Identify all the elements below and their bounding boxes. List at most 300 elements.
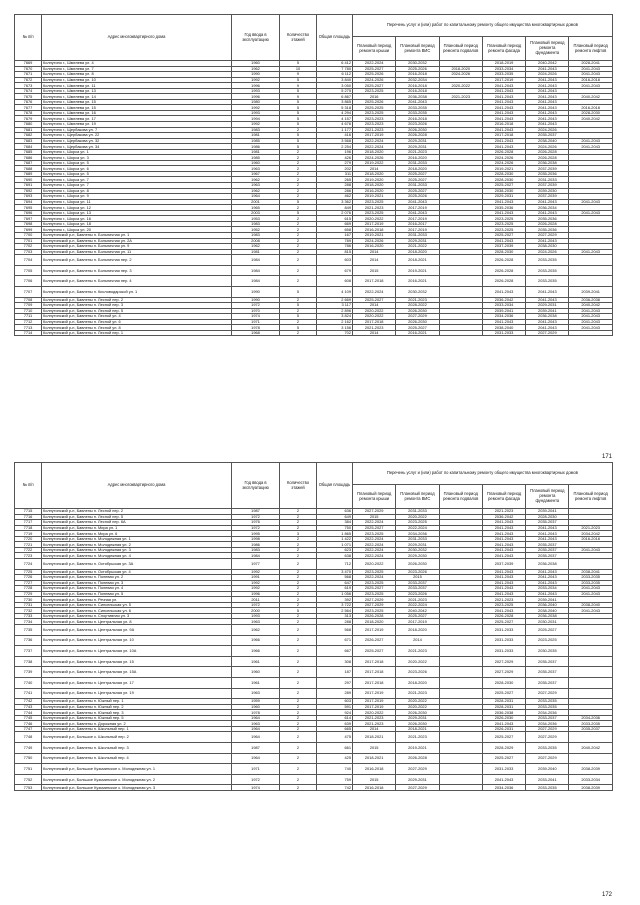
cell-facade: 2041-2043 xyxy=(482,536,525,542)
cell-area: 475 xyxy=(317,732,353,743)
page-number: 172 xyxy=(601,892,612,898)
cell-elevator: 2034-2042 xyxy=(569,531,612,537)
cell-facade: 2041-2043 xyxy=(482,110,525,116)
cell-foundation: 2033-2035 xyxy=(526,704,569,710)
cell-roof: 2023-2025 xyxy=(353,110,396,116)
cell-floors: 2 xyxy=(280,704,317,710)
cell-address: Колпутинский р-н, Бавлены п. Полевая ул. 5 xyxy=(42,591,232,597)
cell-area: 614 xyxy=(317,715,353,721)
cell-year: 1971 xyxy=(232,764,280,775)
cell-year: 1992 xyxy=(232,77,280,83)
cell-utilities: 2027-2029 xyxy=(396,785,439,791)
cell-year: 1963 xyxy=(232,688,280,699)
cell-area: 669 xyxy=(317,221,353,227)
cell-foundation: 2035-2037 xyxy=(526,547,569,553)
cell-roof: 2017-2018 xyxy=(353,319,396,325)
cell-roof: 2021-2023 xyxy=(353,325,396,331)
cell-year: 1983 xyxy=(232,221,280,227)
cell-floors: 5 xyxy=(280,88,317,94)
cell-foundation: 2033-2041 xyxy=(526,774,569,785)
cell-utilities: 2033-2035 xyxy=(396,105,439,111)
cell-address: Колпутинский р-н, Бавлены п. Лесной пер. 5 xyxy=(42,308,232,314)
cell-area: 6 412 xyxy=(317,61,353,67)
cell-facade: 2041-2043 xyxy=(482,238,525,244)
cell-roof: 2018-2021 xyxy=(353,753,396,764)
cell-area: 849 xyxy=(317,205,353,211)
cell-area: 416 xyxy=(317,133,353,139)
cell-utilities: 2018-2020 xyxy=(396,166,439,172)
cell-foundation: 2033-2035 xyxy=(526,265,569,276)
cell-floors: 2 xyxy=(280,330,317,336)
cell-year: 1963 xyxy=(232,721,280,727)
cell-facade: 2038-2030 xyxy=(482,188,525,194)
cell-foundation: 2040-2042 xyxy=(526,61,569,67)
cell-address: Колпутинский р-н, Бавлены п. Сипсельская ул. 6 xyxy=(42,608,232,614)
cell-foundation: 2035-2037 xyxy=(526,677,569,688)
cell-facade: 2031-2033 xyxy=(482,624,525,635)
cell-floors: 5 xyxy=(280,122,317,128)
cell-floors: 2 xyxy=(280,580,317,586)
cell-area: 265 xyxy=(317,177,353,183)
cell-foundation: 2036-2038 xyxy=(526,314,569,320)
cell-facade: 2027-2029 xyxy=(482,667,525,678)
cell-address: Колпутино г., Шорса ул. 20 xyxy=(42,227,232,233)
cell-foundation: 2035-2037 xyxy=(526,520,569,526)
cell-foundation: 2039-2041 xyxy=(526,597,569,603)
cell-num: 7680 xyxy=(15,122,42,128)
cell-num: 7700 xyxy=(15,232,42,238)
cell-facade: 2028-2031 xyxy=(482,704,525,710)
cell-year: 1963 xyxy=(232,166,280,172)
cell-num: 7684 xyxy=(15,144,42,150)
header-num: № п/п xyxy=(15,463,42,509)
cell-roof: 2017-2018 xyxy=(353,276,396,287)
cell-address: Колпутино г., Шмелева ул. 10 xyxy=(42,77,232,83)
housing-table xyxy=(14,14,613,336)
cell-area: 789 xyxy=(317,238,353,244)
cell-year: 1970 xyxy=(232,308,280,314)
cell-floors: 2 xyxy=(280,265,317,276)
cell-area: 3 865 xyxy=(317,99,353,105)
cell-floors: 2 xyxy=(280,656,317,667)
cell-foundation: 2037-2039 xyxy=(526,183,569,189)
cell-num: 7673 xyxy=(15,83,42,89)
cell-roof: 2015 xyxy=(353,514,396,520)
cell-address: Колпутинский р-н, Бавлены п. Речная ул. xyxy=(42,597,232,603)
cell-num: 7682 xyxy=(15,133,42,139)
cell-utilities: 2029-2031 xyxy=(396,238,439,244)
cell-foundation: 2041-2043 xyxy=(526,116,569,122)
cell-num: 7742 xyxy=(15,699,42,705)
cell-floors: 2 xyxy=(280,721,317,727)
cell-num: 7729 xyxy=(15,591,42,597)
cell-facade: 2028-2030 xyxy=(482,171,525,177)
cell-elevator: 2016-2018 xyxy=(569,536,612,542)
cell-foundation: 2038-2040 xyxy=(526,608,569,614)
cell-facade: 2019-2021 xyxy=(482,166,525,172)
cell-elevator xyxy=(569,667,612,678)
cell-floors: 5 xyxy=(280,105,317,111)
table-header xyxy=(15,15,613,61)
cell-basement: 2018-2020 xyxy=(439,66,482,72)
cell-address: Колпутинский р-н, Большое Кузьминское с. Молодежная ул. 3 xyxy=(42,785,232,791)
cell-facade: 2036-2042 xyxy=(482,514,525,520)
cell-floors: 9 xyxy=(280,72,317,78)
cell-year: 2000 xyxy=(232,608,280,614)
cell-num: 7692 xyxy=(15,188,42,194)
cell-area: 1 865 xyxy=(317,531,353,537)
cell-foundation: 2034-2036 xyxy=(526,721,569,727)
cell-floors: 2 xyxy=(280,221,317,227)
cell-utilities: 2016-2018 xyxy=(396,72,439,78)
cell-elevator: 2041-2043 xyxy=(569,308,612,314)
cell-year: 1993 xyxy=(232,613,280,619)
cell-num: 7689 xyxy=(15,171,42,177)
cell-area: 6 112 xyxy=(317,72,353,78)
cell-year: 1959 xyxy=(232,699,280,705)
cell-elevator xyxy=(569,330,612,336)
cell-area: 5 275 xyxy=(317,88,353,94)
cell-floors: 2 xyxy=(280,205,317,211)
cell-roof: 2016-2018 xyxy=(353,227,396,233)
cell-floors: 2 xyxy=(280,774,317,785)
cell-area: 759 xyxy=(317,774,353,785)
cell-area: 647 xyxy=(317,580,353,586)
cell-basement xyxy=(439,330,482,336)
cell-foundation: 2024-2026 xyxy=(526,249,569,255)
table-row xyxy=(15,774,613,785)
cell-address: Колпутинский р-н, Бавлены п. Мира ул. 6 xyxy=(42,531,232,537)
cell-facade: 2025-2027 xyxy=(482,183,525,189)
header-elevator: Плановый период ремонта лифтов xyxy=(569,37,612,61)
cell-address: Колпутино г., Шмелева ул. 13 xyxy=(42,88,232,94)
cell-floors: 2 xyxy=(280,542,317,548)
cell-facade: 2041-2043 xyxy=(482,531,525,537)
cell-area: 384 xyxy=(317,520,353,526)
cell-basement: 2024-2026 xyxy=(439,72,482,78)
cell-utilities: 2029-2031 xyxy=(396,138,439,144)
cell-year: 1984 xyxy=(232,265,280,276)
cell-num: 7752 xyxy=(15,774,42,785)
cell-area: 3 470 xyxy=(317,569,353,575)
cell-area: 3 568 xyxy=(317,138,353,144)
cell-year: 2003 xyxy=(232,210,280,216)
cell-facade: 2041-2043 xyxy=(482,319,525,325)
cell-utilities: 2041-2043 xyxy=(396,99,439,105)
header-floors: Количество этажей xyxy=(280,15,317,61)
cell-elevator: 2041-2043 xyxy=(569,72,612,78)
cell-elevator: 2041-2043 xyxy=(569,314,612,320)
cell-area: 815 xyxy=(317,249,353,255)
cell-floors: 2 xyxy=(280,764,317,775)
cell-facade: 2028-2030 xyxy=(482,249,525,255)
cell-year: 1981 xyxy=(232,149,280,155)
cell-num: 7672 xyxy=(15,77,42,83)
cell-utilities: 2026-2030 xyxy=(396,558,439,569)
cell-floors: 2 xyxy=(280,613,317,619)
cell-year: 2011 xyxy=(232,597,280,603)
cell-year: 1984 xyxy=(232,276,280,287)
cell-address: Колпутинский р-н, Бавлены п. Больничная ул. 9 xyxy=(42,244,232,250)
cell-year: 1987 xyxy=(232,743,280,754)
cell-roof: 2024-2026 xyxy=(353,77,396,83)
cell-utilities: 2026-2030 xyxy=(396,308,439,314)
cell-foundation: 2041-2043 xyxy=(526,238,569,244)
cell-facade: 2025-2027 xyxy=(482,753,525,764)
cell-year: 1996 xyxy=(232,83,280,89)
cell-basement xyxy=(439,732,482,743)
header-year: Год ввода в эксплуатацию xyxy=(232,463,280,509)
cell-num: 7705 xyxy=(15,265,42,276)
cell-num: 7690 xyxy=(15,177,42,183)
cell-utilities: 2017-2019 xyxy=(396,205,439,211)
table-row xyxy=(15,656,613,667)
cell-address: Колпутино г., Шорса ул. 1 xyxy=(42,149,232,155)
cell-area: 2 254 xyxy=(317,144,353,150)
cell-foundation: 2030-2035 xyxy=(526,646,569,657)
housing-table xyxy=(14,462,613,791)
cell-floors: 2 xyxy=(280,520,317,526)
cell-year: 1983 xyxy=(232,127,280,133)
cell-roof: 2019-2020 xyxy=(353,177,396,183)
cell-roof: 2023-2023 xyxy=(353,116,396,122)
cell-elevator: 2033-2035 xyxy=(569,575,612,581)
cell-foundation: 2036-2038 xyxy=(526,160,569,166)
cell-foundation: 2030-2031 xyxy=(526,619,569,625)
cell-num: 7704 xyxy=(15,255,42,266)
cell-facade: 2024-2026 xyxy=(482,155,525,161)
cell-area: 712 xyxy=(317,558,353,569)
cell-area: 742 xyxy=(317,785,353,791)
cell-address: Колпутинский р-н, Бавлены п. Центральная ул. 15А xyxy=(42,667,232,678)
cell-foundation: 2039-2030 xyxy=(526,188,569,194)
cell-elevator: 2041-2043 xyxy=(569,547,612,553)
cell-floors: 2 xyxy=(280,249,317,255)
cell-utilities: 2015 xyxy=(396,575,439,581)
cell-utilities: 2018-2020 xyxy=(396,677,439,688)
cell-facade: 2021-2023 xyxy=(482,509,525,515)
cell-floors: 5 xyxy=(280,303,317,309)
cell-facade: 2026-2028 xyxy=(482,255,525,266)
cell-area: 462 xyxy=(317,194,353,200)
cell-floors: 2 xyxy=(280,619,317,625)
table-body xyxy=(15,61,613,336)
cell-facade: 2041-2043 xyxy=(482,586,525,592)
cell-foundation: 2041-2043 xyxy=(526,99,569,105)
cell-num: 7750 xyxy=(15,753,42,764)
cell-elevator: 2016-2018 xyxy=(569,77,612,83)
cell-address: Колпутино г., Шмелева ул. 11 xyxy=(42,83,232,89)
cell-address: Колпутино г., Шорса ул. 16 xyxy=(42,216,232,222)
cell-roof: 2023-2025 xyxy=(353,199,396,205)
cell-roof: 2021-2023 xyxy=(353,127,396,133)
cell-roof: 2023-2025 xyxy=(353,591,396,597)
cell-num: 7698 xyxy=(15,221,42,227)
cell-utilities: 2031-2033 xyxy=(396,183,439,189)
cell-address: Колпутино г., Шорса ул. 13 xyxy=(42,210,232,216)
cell-facade: 2041-2043 xyxy=(482,542,525,548)
cell-foundation: 2041-2043 xyxy=(526,210,569,216)
cell-facade: 2031-2033 xyxy=(482,330,525,336)
cell-facade: 2017-2018 xyxy=(482,133,525,139)
cell-floors: 2 xyxy=(280,238,317,244)
cell-facade: 2026-2031 xyxy=(482,726,525,732)
table-row xyxy=(15,667,613,678)
cell-facade: 2028-2029 xyxy=(482,743,525,754)
cell-floors: 2 xyxy=(280,194,317,200)
cell-floors: 2 xyxy=(280,646,317,657)
cell-elevator: 2021-2023 xyxy=(569,525,612,531)
cell-facade: 2024-2026 xyxy=(482,160,525,166)
cell-area: 679 xyxy=(317,265,353,276)
cell-num: 7674 xyxy=(15,88,42,94)
cell-foundation: 2026-2028 xyxy=(526,149,569,155)
cell-year: 1985 xyxy=(232,138,280,144)
cell-area: 1 177 xyxy=(317,127,353,133)
cell-foundation: 2041-2043 xyxy=(526,297,569,303)
cell-year: 1991 xyxy=(232,575,280,581)
cell-address: Колпутинский р-н, Бавлены п. Лесной пер. 6А xyxy=(42,520,232,526)
cell-roof: 2025-2027 xyxy=(353,297,396,303)
cell-elevator: 2034-2036 xyxy=(569,715,612,721)
cell-roof: 2020-2022 xyxy=(353,308,396,314)
header-address: Адрес многоквартирного дома xyxy=(42,15,232,61)
cell-address: Колпутинский р-н, Бавлены п. Лесной пер. 2 xyxy=(42,509,232,515)
cell-num: 7732 xyxy=(15,608,42,614)
cell-year: 1971 xyxy=(232,319,280,325)
cell-facade: 2038-2040 xyxy=(482,325,525,331)
cell-floors: 5 xyxy=(280,608,317,614)
cell-roof: 2019-2021 xyxy=(353,232,396,238)
cell-area: 2 896 xyxy=(317,308,353,314)
cell-foundation: 2035-2037 xyxy=(526,667,569,678)
cell-roof: 2023-2025 xyxy=(353,580,396,586)
cell-facade: 2041-2043 xyxy=(482,94,525,100)
cell-foundation: 2041-2043 xyxy=(526,110,569,116)
cell-address: Колпутинский р-н, Бавлены п. Школьный пер. 3 xyxy=(42,743,232,754)
cell-num: 7677 xyxy=(15,105,42,111)
cell-foundation: 2034-2036 xyxy=(526,710,569,716)
cell-facade: 2041-2043 xyxy=(482,127,525,133)
cell-year: 1953 xyxy=(232,216,280,222)
cell-floors: 5 xyxy=(280,133,317,139)
cell-roof: 2022-2024 xyxy=(353,144,396,150)
cell-roof: 2017-2019 xyxy=(353,221,396,227)
cell-year: 1972 xyxy=(232,602,280,608)
cell-elevator xyxy=(569,558,612,569)
cell-area: 6 867 xyxy=(317,94,353,100)
cell-floors: 2 xyxy=(280,232,317,238)
cell-elevator: 2038-2039 xyxy=(569,764,612,775)
cell-num: 7725 xyxy=(15,569,42,575)
cell-address: Колпутинский р-н, Бавлены п. Больничная пер. 2 xyxy=(42,255,232,266)
cell-area: 3 722 xyxy=(317,602,353,608)
cell-year: 1992 xyxy=(232,580,280,586)
cell-num: 7710 xyxy=(15,308,42,314)
cell-year: 1993 xyxy=(232,110,280,116)
cell-foundation: 2025-2027 xyxy=(526,624,569,635)
cell-year: 1966 xyxy=(232,646,280,657)
cell-utilities: 2016-2018 xyxy=(396,88,439,94)
cell-roof: 2017-2018 xyxy=(353,677,396,688)
cell-facade: 2041-2043 xyxy=(482,553,525,559)
cell-floors: 5 xyxy=(280,286,317,297)
cell-year: 1964 xyxy=(232,715,280,721)
cell-roof: 2014 xyxy=(353,303,396,309)
cell-foundation: 2024-2026 xyxy=(526,144,569,150)
cell-area: 3 117 xyxy=(317,303,353,309)
cell-address: Колпутинский р-н, Большое Кузьминское с. Молодежная ул. 1 xyxy=(42,764,232,775)
cell-elevator: 2041-2043 xyxy=(569,249,612,255)
cell-utilities: 2016-2017 xyxy=(396,221,439,227)
cell-foundation: 2023-2025 xyxy=(526,635,569,646)
cell-foundation: 2041-2043 xyxy=(526,531,569,537)
cell-area: 279 xyxy=(317,160,353,166)
cell-num: 7669 xyxy=(15,61,42,67)
cell-facade: 2041-2043 xyxy=(482,547,525,553)
table-row xyxy=(15,265,613,276)
cell-num: 7670 xyxy=(15,66,42,72)
table-header xyxy=(15,463,613,509)
cell-utilities: 2026-2028 xyxy=(396,753,439,764)
cell-foundation: 2026-2028 xyxy=(526,155,569,161)
cell-address: Колпутино г., Щербакова ул. 7 xyxy=(42,127,232,133)
cell-area: 671 xyxy=(317,635,353,646)
cell-roof: 2022-2024 xyxy=(353,520,396,526)
cell-area: 639 xyxy=(317,721,353,727)
cell-num: 7686 xyxy=(15,155,42,161)
cell-utilities: 2025-2027 xyxy=(396,171,439,177)
cell-foundation: 2031-2033 xyxy=(526,177,569,183)
cell-utilities: 2030-2032 xyxy=(396,286,439,297)
cell-elevator: 2041-2043 xyxy=(569,591,612,597)
cell-num: 7730 xyxy=(15,597,42,603)
cell-elevator: 2036-2038 xyxy=(569,297,612,303)
table-row xyxy=(15,286,613,297)
cell-roof: 2025-2025 xyxy=(353,105,396,111)
cell-floors: 2 xyxy=(280,635,317,646)
cell-utilities: 2029-2030 xyxy=(396,553,439,559)
cell-utilities: 2021-2023 xyxy=(396,297,439,303)
cell-floors: 2 xyxy=(280,743,317,754)
cell-elevator: 2033-2035 xyxy=(569,580,612,586)
cell-address: Колпутино г., Шмелева ул. 15 xyxy=(42,105,232,111)
cell-utilities: 2021-2023 xyxy=(396,646,439,657)
cell-address: Колпутино г., Шмелева ул. 19 xyxy=(42,122,232,128)
cell-year: 1962 xyxy=(232,188,280,194)
cell-roof: 2023-2025 xyxy=(353,88,396,94)
cell-utilities: 2031-2033 xyxy=(396,232,439,238)
cell-address: Колпутинский р-н, Бавлены п. Молодежная ул. 1 xyxy=(42,536,232,542)
cell-roof: 2025-2027 xyxy=(353,66,396,72)
cell-floors: 2 xyxy=(280,216,317,222)
cell-address: Колпутинский р-н, Бавлены п. Лесной ул. 6 xyxy=(42,319,232,325)
cell-utilities: 2036-2038 xyxy=(396,94,439,100)
cell-roof: 2022-2024 xyxy=(353,61,396,67)
table-row xyxy=(15,646,613,657)
cell-roof: 2025-2027 xyxy=(353,83,396,89)
cell-elevator: 2040-2042 xyxy=(569,94,612,100)
cell-utilities: 2022-2024 xyxy=(396,525,439,531)
cell-num: 7734 xyxy=(15,619,42,625)
cell-year: 1964 xyxy=(232,726,280,732)
cell-utilities: 2031-2033 xyxy=(396,536,439,542)
cell-floors: 5 xyxy=(280,325,317,331)
cell-foundation: 2035-2037 xyxy=(526,542,569,548)
cell-year: 1993 xyxy=(232,88,280,94)
cell-foundation: 2024-2026 xyxy=(526,127,569,133)
cell-utilities: 2029-2031 xyxy=(396,542,439,548)
